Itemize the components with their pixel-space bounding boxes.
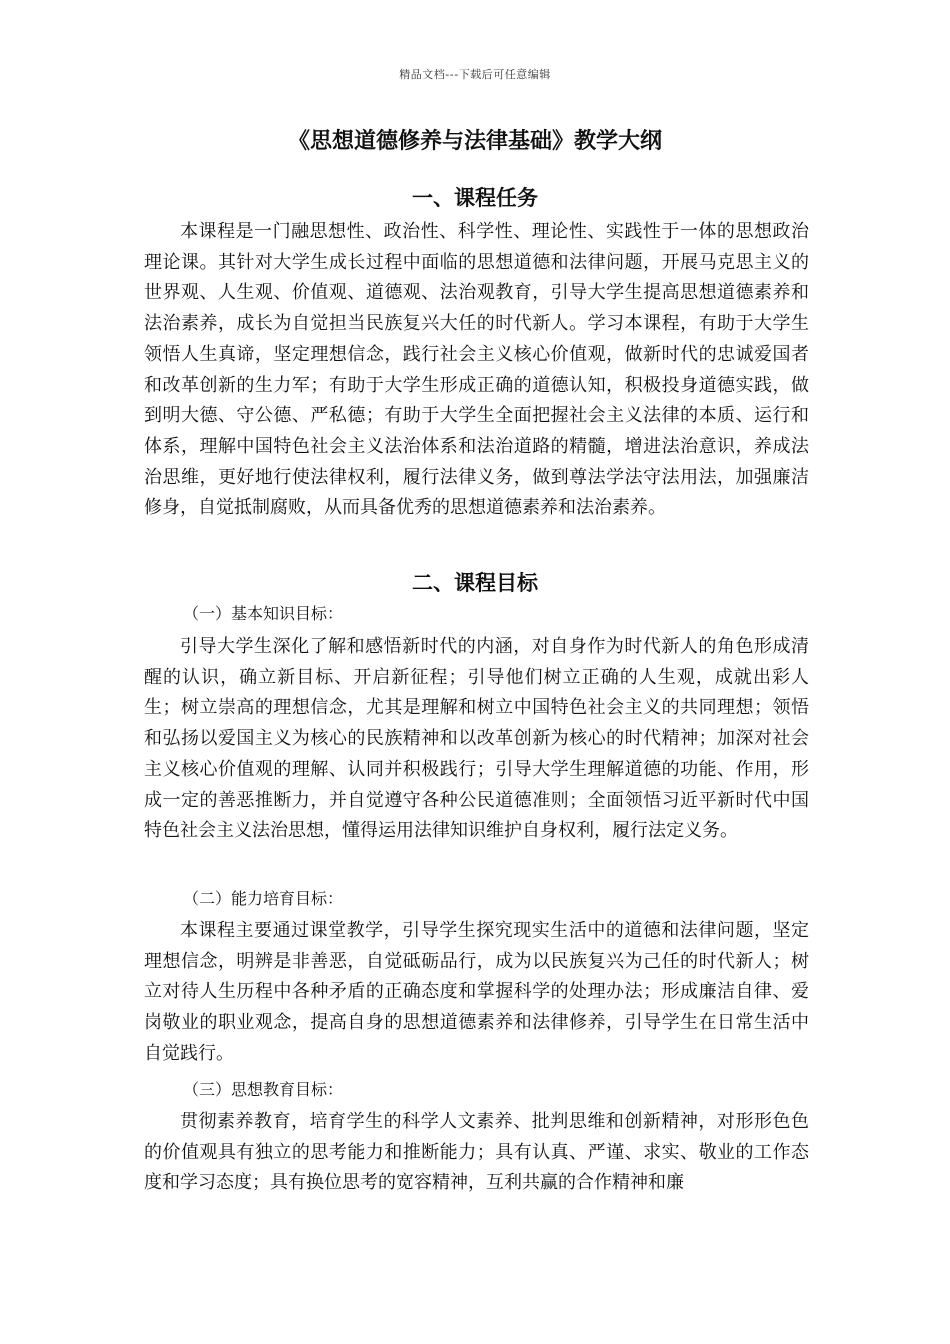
paragraph-knowledge-objectives: 引导大学生深化了解和感悟新时代的内涵，对自身作为时代新人的角色形成清醒的认识，确立新目标、开启新征程；引导他们树立正确的人生观，成就出彩人生；树立崇高的理想信念，尤其是理解和树立中国特色社会主义的共同理想；领悟和弘扬以爱国主义为核心的民族精神和以改革创新为核心的时代精神；加深对社会主义核心价值观的理解、认同并积极践行；引导大学生理解道德的功能、作用，形成一定的善恶推断力，并自觉遵守各种公民道德准则；全面领悟习近平新时代中国特色社会主义法治思想，懂得运用法律知识维护自身权利，履行法定义务。 bbox=[144, 636, 809, 842]
subheading-knowledge-objectives: （一）基本知识目标： bbox=[183, 604, 344, 623]
subheading-ability-objectives: （二）能力培育目标： bbox=[183, 889, 344, 908]
paragraph-ability-objectives: 本课程主要通过课堂教学，引导学生探究现实生活中的道德和法律问题，坚定理想信念，明辨是非善恶，自觉砥砺品行，成为以民族复兴为己任的时代新人；树立对待人生历程中各种矛盾的正确态度和掌握科学的处理办法；形成廉洁自律、爱岗敬业的职业观念，提高自身的思想道德素养和法律修养，引导学生在日常生活中自觉践行。 bbox=[144, 920, 809, 1064]
paragraph-course-tasks: 本课程是一门融思想性、政治性、科学性、理论性、实践性于一体的思想政治理论课。其针对大学生成长过程中面临的思想道德和法律问题，开展马克思主义的世界观、人生观、价值观、道德观、法治观教育，引导大学生提高思想道德素养和法治素养，成长为自觉担当民族复兴大任的时代新人。学习本课程，有助于大学生领悟人生真谛，坚定理想信念，践行社会主义核心价值观，做新时代的忠诚爱国者和改革创新的生力军；有助于大学生形成正确的道德认知，积极投身道德实践，做到明大德、守公德、严私德；有助于大学生全面把握社会主义法律的本质、运行和体系，理解中国特色社会主义法治体系和法治道路的精髓，增进法治意识，养成法治思维，更好地行使法律权利，履行法律义务，做到尊法学法守法用法，加强廉洁修身，自觉抵制腐败，从而具备优秀的思想道德素养和法治素养。 bbox=[144, 221, 809, 519]
subheading-ideological-objectives: （三）思想教育目标： bbox=[183, 1080, 344, 1099]
header-note: 精品文档---下载后可任意编辑 bbox=[399, 68, 551, 81]
paragraph-ideological-objectives: 贯彻素养教育，培育学生的科学人文素养、批判思维和创新精神，对形形色色的价值观具有独立的思考能力和推断能力；具有认真、严谨、求实、敬业的工作态度和学习态度；具有换位思考的宽容精神，互利共赢的合作精神和廉 bbox=[144, 1111, 809, 1194]
document-title: 《思想道德修养与法律基础》教学大纲 bbox=[287, 129, 662, 154]
section-heading-course-objectives: 二、课程目标 bbox=[412, 571, 538, 595]
section-heading-course-tasks: 一、课程任务 bbox=[412, 186, 538, 210]
